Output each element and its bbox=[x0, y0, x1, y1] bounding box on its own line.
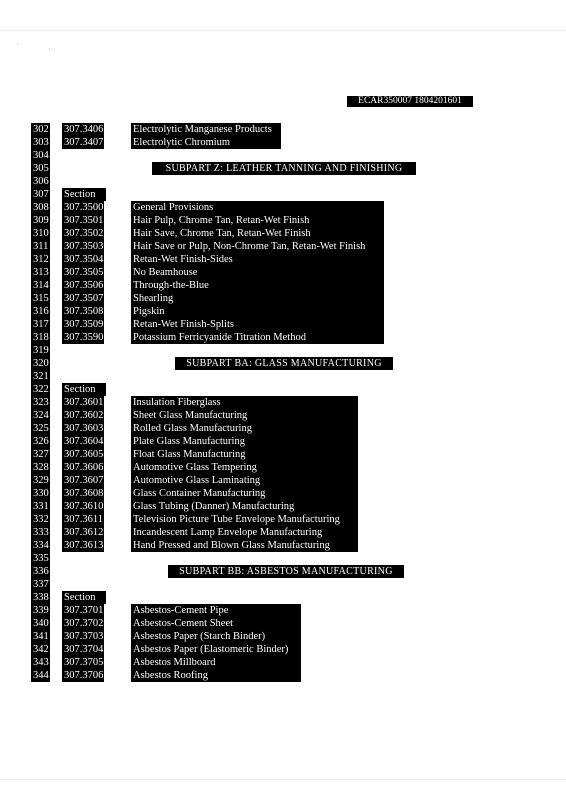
line-number: 302 bbox=[33, 124, 49, 135]
line-number: 330 bbox=[33, 488, 49, 499]
section-title: Electrolytic Manganese Products bbox=[131, 123, 281, 136]
section-number: 307.3502 bbox=[64, 228, 104, 239]
section-number: 307.3613 bbox=[64, 540, 104, 551]
table-row bbox=[0, 526, 566, 539]
section-title: Asbestos Paper (Elastomeric Binder) bbox=[131, 643, 301, 656]
section-title: Asbestos Roofing bbox=[131, 669, 301, 682]
document-id-code: ECAR350007 1804201601 bbox=[347, 96, 473, 107]
section-number: 307.3705 bbox=[64, 657, 104, 668]
line-number: 316 bbox=[33, 306, 49, 317]
section-number: 307.3406 bbox=[64, 124, 104, 135]
table-row bbox=[0, 188, 566, 201]
line-number: 336 bbox=[33, 566, 49, 577]
line-number: 335 bbox=[33, 553, 49, 564]
section-number: 307.3706 bbox=[64, 670, 104, 681]
table-row bbox=[0, 539, 566, 552]
section-title: Glass Container Manufacturing bbox=[131, 487, 358, 500]
line-number: 344 bbox=[33, 670, 49, 681]
table-row bbox=[0, 565, 566, 578]
table-row bbox=[0, 669, 566, 682]
section-number: 307.3606 bbox=[64, 462, 104, 473]
section-column-header: Section bbox=[62, 188, 106, 201]
section-number: 307.3505 bbox=[64, 267, 104, 278]
table-row bbox=[0, 123, 566, 136]
table-row bbox=[0, 552, 566, 565]
top-rule bbox=[0, 30, 566, 31]
section-number: 307.3703 bbox=[64, 631, 104, 642]
table-row bbox=[0, 331, 566, 344]
scan-speck bbox=[17, 44, 18, 45]
line-number: 339 bbox=[33, 605, 49, 616]
table-row bbox=[0, 292, 566, 305]
table-row bbox=[0, 162, 566, 175]
section-title: Automotive Glass Tempering bbox=[131, 461, 358, 474]
table-row bbox=[0, 201, 566, 214]
line-number: 304 bbox=[33, 150, 49, 161]
table-row bbox=[0, 448, 566, 461]
line-number: 311 bbox=[33, 241, 49, 252]
section-number: 307.3506 bbox=[64, 280, 104, 291]
line-number: 343 bbox=[33, 657, 49, 668]
table-row bbox=[0, 656, 566, 669]
section-column-header: Section bbox=[62, 591, 106, 604]
section-title: Sheet Glass Manufacturing bbox=[131, 409, 358, 422]
line-number: 313 bbox=[33, 267, 49, 278]
section-number: 307.3610 bbox=[64, 501, 104, 512]
section-number: 307.3605 bbox=[64, 449, 104, 460]
section-title: Asbestos Millboard bbox=[131, 656, 301, 669]
section-number: 307.3608 bbox=[64, 488, 104, 499]
line-number: 303 bbox=[33, 137, 49, 148]
table-row bbox=[0, 253, 566, 266]
line-number: 305 bbox=[33, 163, 49, 174]
line-number: 319 bbox=[33, 345, 49, 356]
section-title: Float Glass Manufacturing bbox=[131, 448, 358, 461]
section-title: Rolled Glass Manufacturing bbox=[131, 422, 358, 435]
table-row bbox=[0, 487, 566, 500]
line-number: 331 bbox=[33, 501, 49, 512]
line-number: 321 bbox=[33, 371, 49, 382]
line-number: 314 bbox=[33, 280, 49, 291]
line-number: 329 bbox=[33, 475, 49, 486]
subpart-heading: SUBPART BA: GLASS MANUFACTURING bbox=[175, 357, 393, 370]
table-row bbox=[0, 591, 566, 604]
line-number: 310 bbox=[33, 228, 49, 239]
section-title: Shearling bbox=[131, 292, 384, 305]
table-row bbox=[0, 240, 566, 253]
table-row bbox=[0, 630, 566, 643]
section-title: Potassium Ferricyanide Titration Method bbox=[131, 331, 384, 344]
line-number: 315 bbox=[33, 293, 49, 304]
table-row bbox=[0, 617, 566, 630]
section-title: Asbestos Paper (Starch Binder) bbox=[131, 630, 301, 643]
table-row bbox=[0, 227, 566, 240]
table-row bbox=[0, 149, 566, 162]
section-title: Plate Glass Manufacturing bbox=[131, 435, 358, 448]
line-number: 334 bbox=[33, 540, 49, 551]
line-number: 320 bbox=[33, 358, 49, 369]
section-title: Hair Pulp, Chrome Tan, Retan-Wet Finish bbox=[131, 214, 384, 227]
section-title: Asbestos-Cement Pipe bbox=[131, 604, 301, 617]
line-number: 323 bbox=[33, 397, 49, 408]
line-number: 327 bbox=[33, 449, 49, 460]
line-number: 324 bbox=[33, 410, 49, 421]
section-number: 307.3607 bbox=[64, 475, 104, 486]
line-number: 338 bbox=[33, 592, 49, 603]
section-title: Electrolytic Chromium bbox=[131, 136, 281, 149]
line-number: 306 bbox=[33, 176, 49, 187]
section-number: 307.3509 bbox=[64, 319, 104, 330]
line-number: 308 bbox=[33, 202, 49, 213]
table-row bbox=[0, 370, 566, 383]
scan-speck bbox=[49, 48, 50, 49]
line-number: 328 bbox=[33, 462, 49, 473]
line-number: 340 bbox=[33, 618, 49, 629]
section-title: Hand Pressed and Blown Glass Manufacturing bbox=[131, 539, 358, 552]
section-title: Through-the-Blue bbox=[131, 279, 384, 292]
section-column-header: Section bbox=[62, 383, 106, 396]
section-number: 307.3701 bbox=[64, 605, 104, 616]
section-title: General Provisions bbox=[131, 201, 384, 214]
section-number: 307.3604 bbox=[64, 436, 104, 447]
table-row bbox=[0, 422, 566, 435]
line-number: 307 bbox=[33, 189, 49, 200]
table-row bbox=[0, 383, 566, 396]
line-number: 332 bbox=[33, 514, 49, 525]
table-row bbox=[0, 214, 566, 227]
table-row bbox=[0, 266, 566, 279]
section-number: 307.3507 bbox=[64, 293, 104, 304]
section-number: 307.3407 bbox=[64, 137, 104, 148]
section-number: 307.3501 bbox=[64, 215, 104, 226]
table-row bbox=[0, 396, 566, 409]
section-title: Glass Tubing (Danner) Manufacturing bbox=[131, 500, 358, 513]
table-row bbox=[0, 175, 566, 188]
table-row bbox=[0, 474, 566, 487]
line-number: 333 bbox=[33, 527, 49, 538]
table-row bbox=[0, 643, 566, 656]
section-number: 307.3602 bbox=[64, 410, 104, 421]
table-row bbox=[0, 305, 566, 318]
table-row bbox=[0, 136, 566, 149]
section-number: 307.3500 bbox=[64, 202, 104, 213]
section-title: Retan-Wet Finish-Sides bbox=[131, 253, 384, 266]
section-number: 307.3603 bbox=[64, 423, 104, 434]
section-number: 307.3704 bbox=[64, 644, 104, 655]
table-row bbox=[0, 409, 566, 422]
section-title: Retan-Wet Finish-Splits bbox=[131, 318, 384, 331]
subpart-heading: SUBPART BB: ASBESTOS MANUFACTURING bbox=[168, 565, 404, 578]
section-title: Asbestos-Cement Sheet bbox=[131, 617, 301, 630]
line-number: 337 bbox=[33, 579, 49, 590]
section-title: Pigskin bbox=[131, 305, 384, 318]
line-number: 341 bbox=[33, 631, 49, 642]
table-row bbox=[0, 435, 566, 448]
bottom-rule bbox=[0, 779, 566, 780]
table-row bbox=[0, 578, 566, 591]
line-number: 309 bbox=[33, 215, 49, 226]
section-title: Hair Save, Chrome Tan, Retan-Wet Finish bbox=[131, 227, 384, 240]
table-row bbox=[0, 318, 566, 331]
line-number: 326 bbox=[33, 436, 49, 447]
section-number: 307.3702 bbox=[64, 618, 104, 629]
section-title: Automotive Glass Laminating bbox=[131, 474, 358, 487]
line-number: 317 bbox=[33, 319, 49, 330]
table-row bbox=[0, 513, 566, 526]
section-title: Hair Save or Pulp, Non-Chrome Tan, Retan-Wet Finish bbox=[131, 240, 384, 253]
section-title: No Beamhouse bbox=[131, 266, 384, 279]
line-list bbox=[0, 123, 566, 682]
section-number: 307.3504 bbox=[64, 254, 104, 265]
line-number: 318 bbox=[33, 332, 49, 343]
line-number: 342 bbox=[33, 644, 49, 655]
line-number: 312 bbox=[33, 254, 49, 265]
table-row bbox=[0, 500, 566, 513]
subpart-heading: SUBPART Z: LEATHER TANNING AND FINISHING bbox=[152, 162, 416, 175]
section-number: 307.3508 bbox=[64, 306, 104, 317]
section-number: 307.3601 bbox=[64, 397, 104, 408]
table-row bbox=[0, 279, 566, 292]
table-row bbox=[0, 604, 566, 617]
section-title: Television Picture Tube Envelope Manufacturing bbox=[131, 513, 358, 526]
section-number: 307.3612 bbox=[64, 527, 104, 538]
section-number: 307.3503 bbox=[64, 241, 104, 252]
table-row bbox=[0, 344, 566, 357]
line-number: 322 bbox=[33, 384, 49, 395]
table-row bbox=[0, 357, 566, 370]
section-title: Insulation Fiberglass bbox=[131, 396, 358, 409]
table-row bbox=[0, 461, 566, 474]
section-number: 307.3590 bbox=[64, 332, 104, 343]
section-title: Incandescent Lamp Envelope Manufacturing bbox=[131, 526, 358, 539]
section-number: 307.3611 bbox=[64, 514, 103, 525]
line-number: 325 bbox=[33, 423, 49, 434]
